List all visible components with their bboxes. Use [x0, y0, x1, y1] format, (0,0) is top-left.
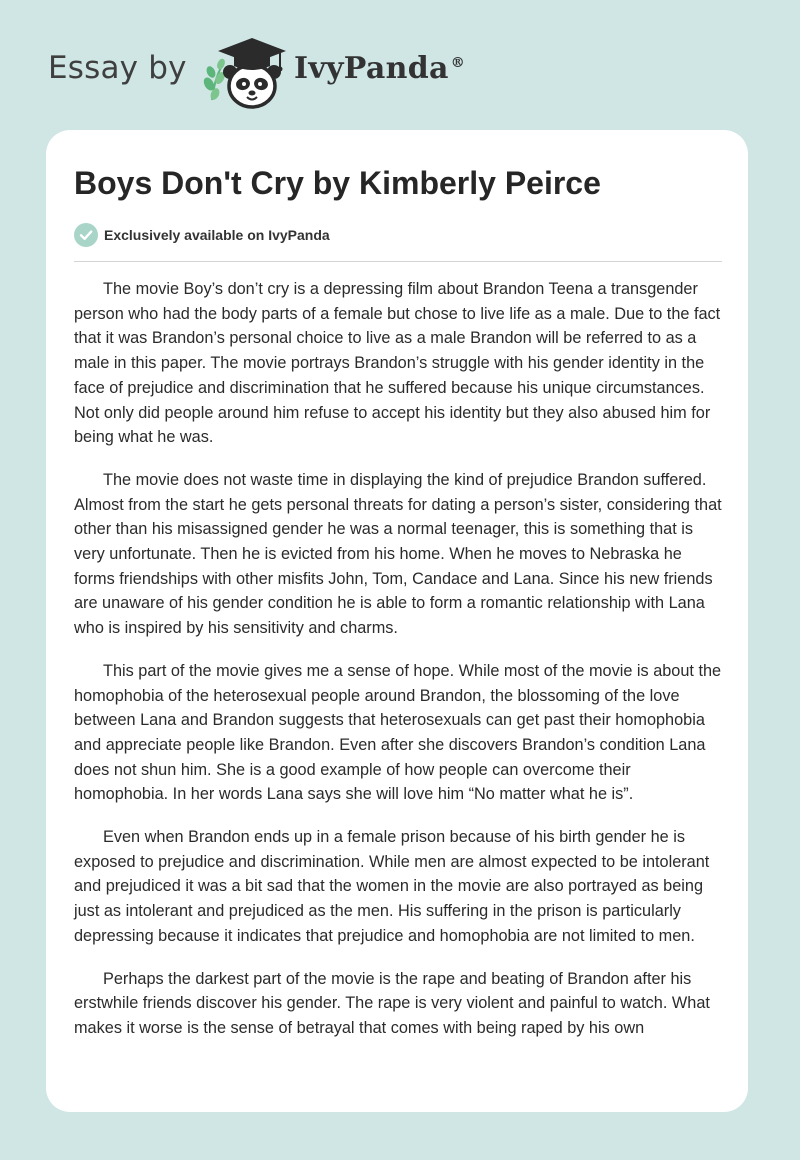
panda-logo-icon — [200, 34, 292, 110]
exclusive-badge-text: Exclusively available on IvyPanda — [104, 227, 330, 243]
essay-title: Boys Don't Cry by Kimberly Peirce — [74, 165, 601, 201]
essay-paragraph: The movie does not waste time in displaying the kind of prejudice Brandon suffered. Almost from the start he gets personal threats for dating a person’s sister, considering that other than his misassigned gender he was a normal teenager, this is something that is very unfortunate. Then he is evicted from his home. When he moves to Nebraska he forms friendships with other misfits John, Tom, Candace and Lana. Since his new friends are unaware of his gender condition he is able to form a romantic relationship with Lana who is inspired by his sensitivity and charms. — [74, 470, 722, 638]
site-header — [0, 0, 800, 130]
essay-paragraph: Perhaps the darkest part of the movie is the rape and beating of Brandon after his erstwhile friends discover his gender. The rape is very violent and painful to watch. What makes it worse is the sense of betrayal that comes with being raped by his own — [74, 969, 710, 1037]
registered-mark: ® — [450, 55, 466, 71]
essay-paragraph: The movie Boy’s don’t cry is a depressing film about Brandon Teena a transgender person who had the body parts of a female but chose to live life as a male. Due to the fact that it was Brandon’s personal choice to live as a male Brandon will be referred to as a male in this paper. The movie portrays Brandon’s struggle with his gender identity in the face of prejudice and discrimination that he suffered because his unique circumstances. Not only did people around him refuse to accept his identity but they also abused him for being what he was. — [74, 280, 721, 447]
essay-by-label: Essay by — [48, 50, 187, 86]
check-circle-icon — [74, 223, 98, 247]
essay-paragraph: Even when Brandon ends up in a female prison because of his birth gender he is exposed to prejudice and discrimination. While men are almost expected to be intolerant and prejudiced it was a bit sad that the women in the movie are also portrayed as being just as intolerant and prejudiced as the men. His suffering in the prison is particularly depressing because it indicates that prejudice and homophobia are not limited to men. — [74, 828, 710, 945]
exclusive-badge — [74, 222, 330, 248]
essay-card — [46, 130, 748, 1112]
brand-name — [294, 51, 465, 86]
title-divider — [74, 261, 722, 262]
essay-body — [74, 277, 722, 1059]
brand-name-text: IvyPanda — [294, 51, 449, 86]
essay-paragraph: This part of the movie gives me a sense of hope. While most of the movie is about the homophobia of the heterosexual people around Brandon, the blossoming of the love between Lana and Brandon suggests that heterosexuals can get past their homophobia and appreciate people like Brandon. Even after she discovers Brandon’s condition Lana does not shun him. She is a good example of how people can overcome their homophobia. In her words Lana says she will love him “No matter what he is”. — [74, 661, 722, 804]
